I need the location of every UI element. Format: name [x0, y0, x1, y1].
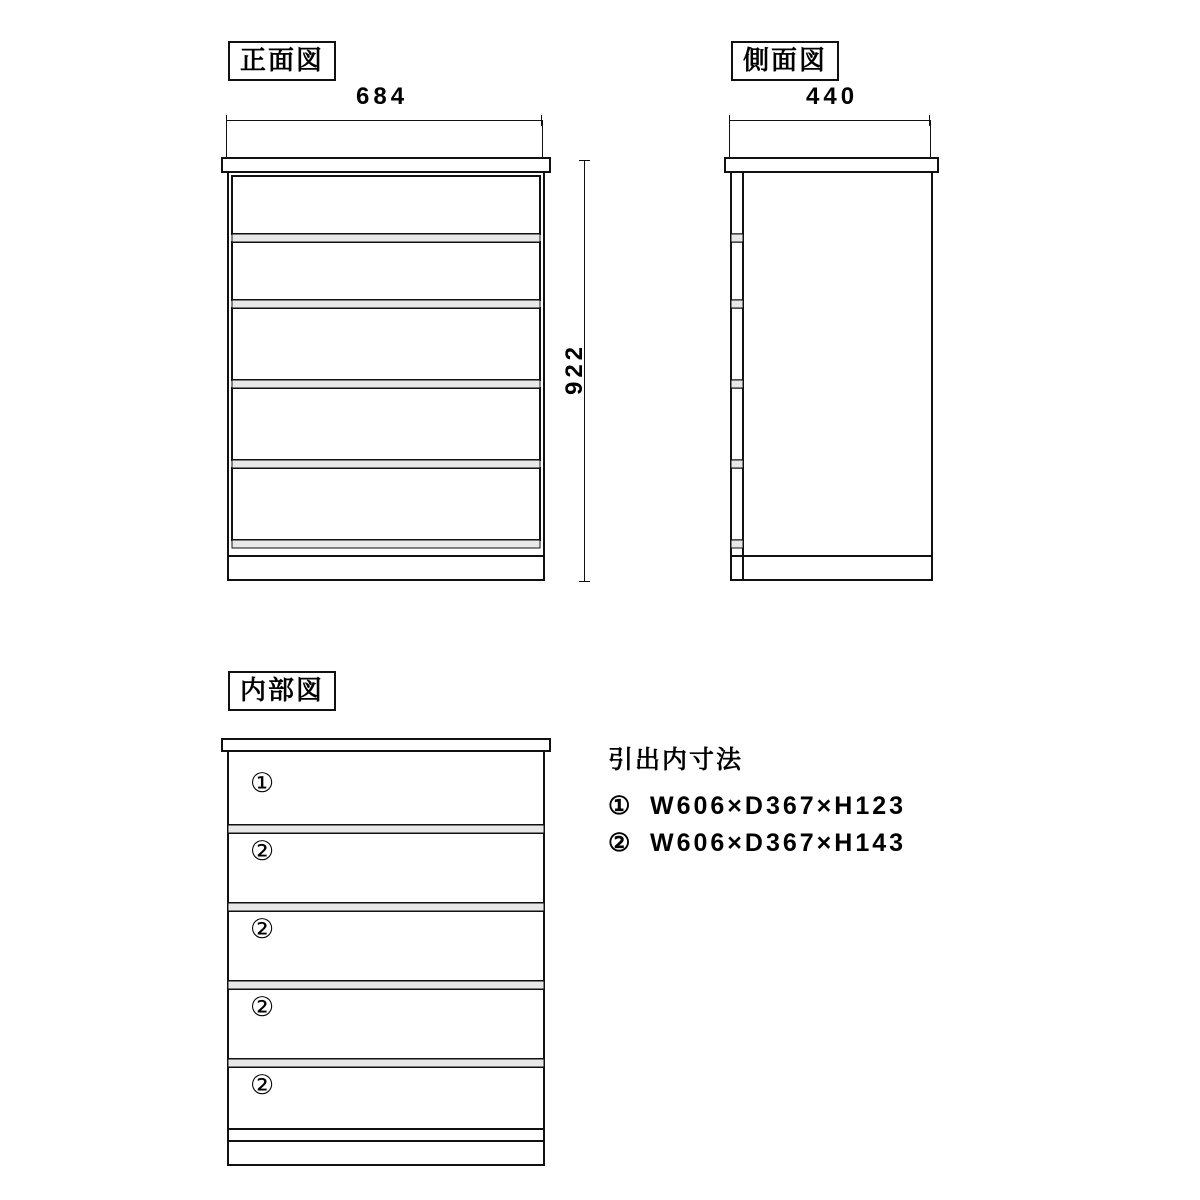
internal-dimension-row-2-marker: ②: [608, 828, 634, 857]
internal-drawer-marker-1: ①: [250, 768, 275, 798]
internal-dimension-row-1: [608, 788, 906, 824]
side-view-title: 側面図: [731, 41, 839, 81]
front-height-dimension-label: 922: [561, 342, 588, 396]
internal-drawer-marker-3: ②: [250, 914, 275, 944]
internal-view-drawing: [216, 735, 556, 1180]
front-width-dimension-label: 684: [356, 83, 409, 110]
internal-drawer-marker-4: ②: [250, 992, 275, 1022]
internal-drawer-marker-5: ②: [250, 1070, 275, 1100]
internal-dimension-row-1-marker: ①: [608, 792, 634, 821]
front-view-drawing: [216, 150, 556, 595]
internal-dimension-row-1-text: W606×D367×H123: [650, 792, 907, 821]
side-view-drawing: [719, 150, 944, 595]
front-width-dimension-line: [226, 120, 542, 121]
front-view-title: 正面図: [228, 41, 336, 81]
side-depth-dimension-label: 440: [806, 83, 859, 110]
internal-dimension-heading: 引出内寸法: [608, 746, 744, 774]
internal-dimension-row-2-text: W606×D367×H143: [650, 828, 907, 857]
internal-dimension-spec: [608, 742, 906, 861]
internal-dimension-row-2: [608, 825, 906, 861]
internal-view-title: 内部図: [228, 671, 336, 711]
side-depth-dimension-line: [729, 120, 930, 121]
internal-drawer-marker-2: ②: [250, 836, 275, 866]
